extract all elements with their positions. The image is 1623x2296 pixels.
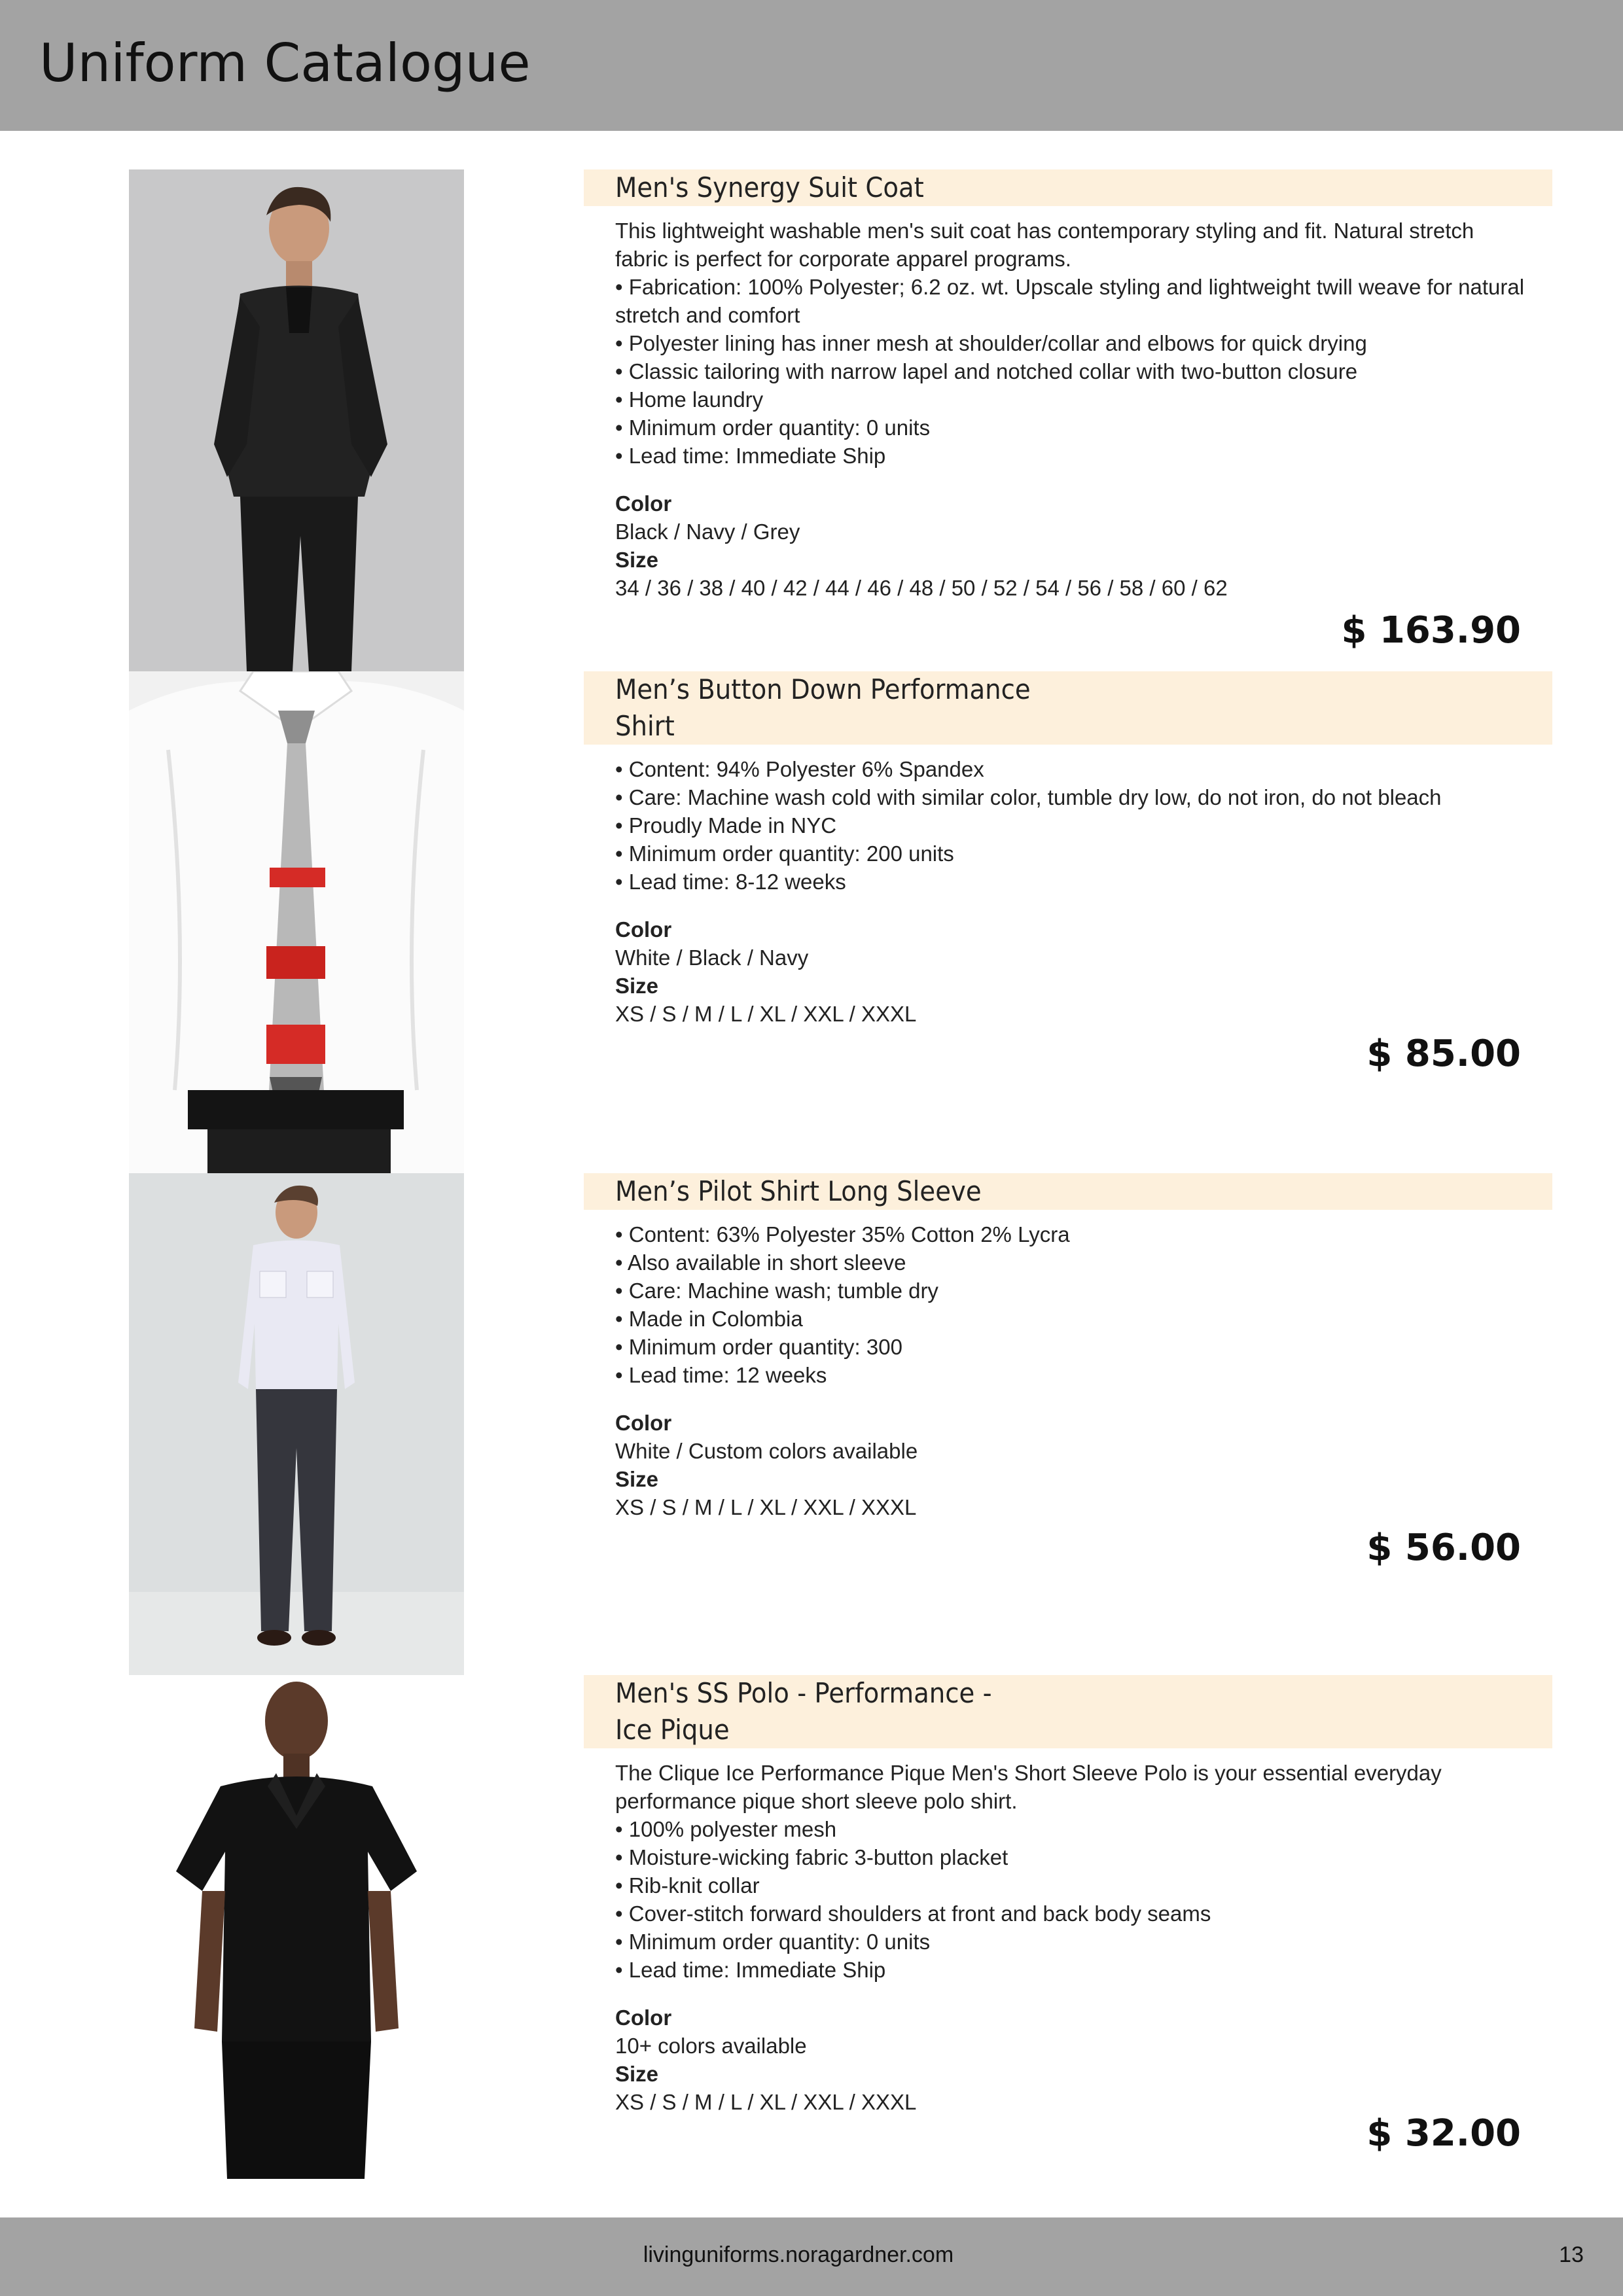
product-price: $ 32.00 <box>1366 2112 1521 2155</box>
product-card-suit-coat <box>584 169 1552 671</box>
product-title: Men's SS Polo - Performance - Ice Pique <box>615 1677 992 1746</box>
bullet-item: • Moisture-wicking fabric 3-button placket <box>615 1843 1526 1871</box>
product-photo-polo <box>129 1675 464 2179</box>
color-label: Color <box>615 1411 672 1435</box>
page-header <box>0 0 1623 131</box>
bullet-item: • Polyester lining has inner mesh at shoulder/collar and elbows for quick drying <box>615 329 1526 357</box>
product-photo-suit-coat <box>129 169 464 671</box>
bullet-item: • Lead time: Immediate Ship <box>615 1956 1526 1984</box>
product-specs <box>584 915 1552 1028</box>
product-title-bar <box>584 1675 1552 1748</box>
product-intro: The Clique Ice Performance Pique Men's Short Sleeve Polo is your essential everyday performance pique short sleeve polo shirt. <box>615 1761 1442 1813</box>
size-value: XS / S / M / L / XL / XXL / XXXL <box>615 2090 917 2114</box>
bullet-item: • Home laundry <box>615 385 1526 414</box>
product-title: Men's Synergy Suit Coat <box>615 171 924 203</box>
page-number: 13 <box>1559 2242 1584 2267</box>
bullet-item: • Made in Colombia <box>615 1305 1526 1333</box>
bullet-item: • Care: Machine wash cold with similar color, tumble dry low, do not iron, do not bleach <box>615 783 1526 811</box>
bullet-item: • 100% polyester mesh <box>615 1815 1526 1843</box>
bullet-item: • Minimum order quantity: 0 units <box>615 1928 1526 1956</box>
size-label: Size <box>615 548 659 572</box>
product-card-polo <box>584 1675 1552 2185</box>
bullet-item: • Lead time: 12 weeks <box>615 1361 1526 1389</box>
page-footer <box>0 2217 1623 2296</box>
product-bullets <box>615 273 1526 470</box>
bullet-item: • Content: 63% Polyester 35% Cotton 2% Lycra <box>615 1220 1526 1248</box>
product-card-button-down-shirt <box>584 671 1552 1173</box>
product-card-pilot-shirt <box>584 1173 1552 1675</box>
size-label: Size <box>615 2062 659 2086</box>
size-label: Size <box>615 974 659 998</box>
product-title: Men’s Button Down Performance Shirt <box>615 673 1031 742</box>
product-photo-pilot-shirt <box>129 1173 464 1675</box>
bullet-item: • Rib-knit collar <box>615 1871 1526 1899</box>
product-specs <box>584 1409 1552 1521</box>
product-bullets <box>615 1220 1526 1389</box>
product-bullets <box>615 1815 1526 1984</box>
product-photo-button-down-shirt <box>129 671 464 1173</box>
product-price: $ 163.90 <box>1341 609 1521 652</box>
color-label: Color <box>615 491 672 516</box>
product-description <box>584 1759 1552 1984</box>
product-price: $ 85.00 <box>1366 1033 1521 1075</box>
color-value: White / Custom colors available <box>615 1439 918 1463</box>
bullet-item: • Lead time: 8-12 weeks <box>615 868 1526 896</box>
product-bullets <box>615 755 1526 896</box>
bullet-item: • Cover-stitch forward shoulders at front and back body seams <box>615 1899 1526 1928</box>
size-value: 34 / 36 / 38 / 40 / 42 / 44 / 46 / 48 / 50 / 52 / 54 / 56 / 58 / 60 / 62 <box>615 576 1228 600</box>
bullet-item: • Also available in short sleeve <box>615 1248 1526 1277</box>
color-value: 10+ colors available <box>615 2034 807 2058</box>
color-value: Black / Navy / Grey <box>615 520 800 544</box>
product-description <box>584 217 1552 470</box>
product-specs <box>584 489 1552 602</box>
product-description <box>584 1220 1552 1389</box>
product-price: $ 56.00 <box>1366 1527 1521 1569</box>
product-intro: This lightweight washable men's suit coat has contemporary styling and fit. Natural stretch fabric is perfect for corporate apparel programs. <box>615 219 1474 271</box>
bullet-item: • Lead time: Immediate Ship <box>615 442 1526 470</box>
product-title: Men’s Pilot Shirt Long Sleeve <box>615 1175 982 1207</box>
bullet-item: • Classic tailoring with narrow lapel and notched collar with two-button closure <box>615 357 1526 385</box>
bullet-item: • Minimum order quantity: 200 units <box>615 839 1526 868</box>
bullet-item: • Proudly Made in NYC <box>615 811 1526 839</box>
page-title: Uniform Catalogue <box>39 33 531 94</box>
color-label: Color <box>615 917 672 942</box>
product-title-bar <box>584 169 1552 206</box>
size-value: XS / S / M / L / XL / XXL / XXXL <box>615 1495 917 1519</box>
bullet-item: • Content: 94% Polyester 6% Spandex <box>615 755 1526 783</box>
product-title-bar <box>584 1173 1552 1210</box>
bullet-item: • Minimum order quantity: 0 units <box>615 414 1526 442</box>
size-value: XS / S / M / L / XL / XXL / XXXL <box>615 1002 917 1026</box>
product-description <box>584 755 1552 896</box>
product-title-bar <box>584 671 1552 745</box>
product-specs <box>584 2004 1552 2116</box>
bullet-item: • Fabrication: 100% Polyester; 6.2 oz. wt. Upscale styling and lightweight twill weave for natural stretch and comfort <box>615 273 1526 329</box>
size-label: Size <box>615 1467 659 1491</box>
color-value: White / Black / Navy <box>615 945 809 970</box>
bullet-item: • Care: Machine wash; tumble dry <box>615 1277 1526 1305</box>
color-label: Color <box>615 2005 672 2030</box>
bullet-item: • Minimum order quantity: 300 <box>615 1333 1526 1361</box>
footer-url[interactable]: livinguniforms.noragardner.com <box>643 2242 954 2267</box>
